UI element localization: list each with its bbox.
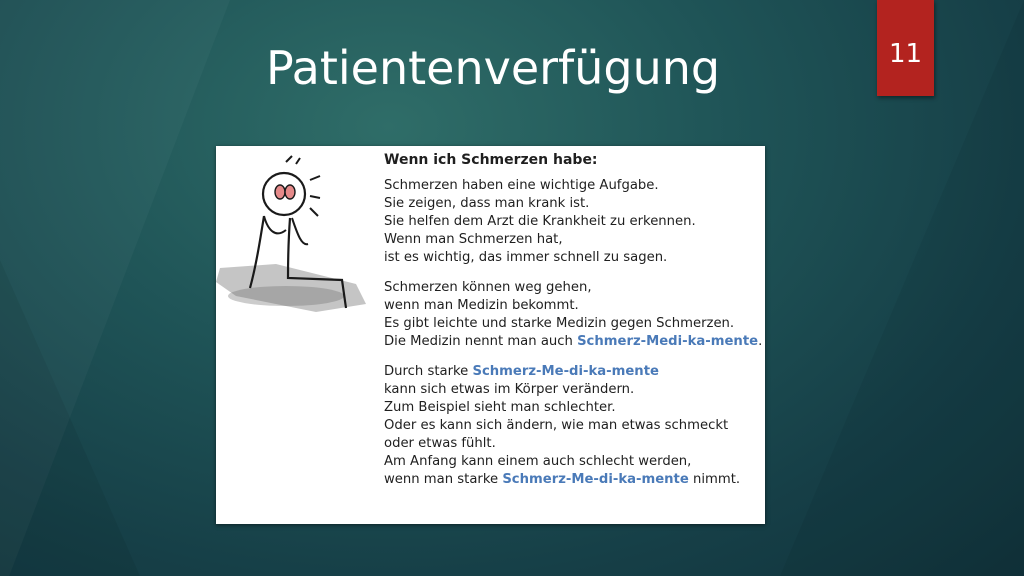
slide-number: 11	[888, 39, 923, 69]
text-segment: nimmt.	[688, 472, 741, 487]
text-line: wenn man Medizin bekommt.	[384, 298, 579, 313]
text-line	[384, 333, 763, 351]
slide-title: Patientenverfügung	[266, 41, 721, 95]
text-line: oder etwas fühlt.	[384, 436, 496, 451]
highlighted-term: Schmerz-Me-di-ka-mente	[502, 472, 689, 487]
text-line: Es gibt leichte und starke Medizin gegen Schmerzen.	[384, 316, 735, 331]
text-segment: .	[758, 334, 763, 349]
text-line: Sie zeigen, dass man krank ist.	[384, 196, 590, 211]
text-line: kann sich etwas im Körper verändern.	[384, 382, 635, 397]
text-line: Schmerzen können weg gehen,	[384, 280, 592, 295]
text-line: ist es wichtig, das immer schnell zu sagen.	[384, 250, 668, 265]
text-segment: Durch starke	[384, 364, 473, 379]
content-card	[216, 146, 765, 524]
text-line: Zum Beispiel sieht man schlechter.	[384, 400, 616, 415]
text-line: Wenn man Schmerzen hat,	[384, 232, 563, 247]
text-line: Am Anfang kann einem auch schlecht werden,	[384, 454, 692, 469]
card-heading: Wenn ich Schmerzen habe:	[384, 152, 598, 168]
text-segment: Die Medizin nennt man auch	[384, 334, 578, 349]
text-line	[384, 363, 760, 381]
highlighted-term: Schmerz-Medi-ka-mente	[577, 334, 759, 349]
text-segment: wenn man starke	[384, 472, 503, 487]
text-line: Sie helfen dem Arzt die Krankheit zu erkennen.	[384, 214, 696, 229]
stick-figure-in-pain-icon	[216, 146, 384, 524]
text-line	[384, 471, 760, 489]
slide-number-badge	[877, 0, 934, 96]
highlighted-term: Schmerz-Me-di-ka-mente	[472, 364, 659, 379]
text-line: Oder es kann sich ändern, wie man etwas schmeckt	[384, 418, 729, 433]
card-text	[384, 150, 763, 489]
text-line: Schmerzen haben eine wichtige Aufgabe.	[384, 178, 659, 193]
